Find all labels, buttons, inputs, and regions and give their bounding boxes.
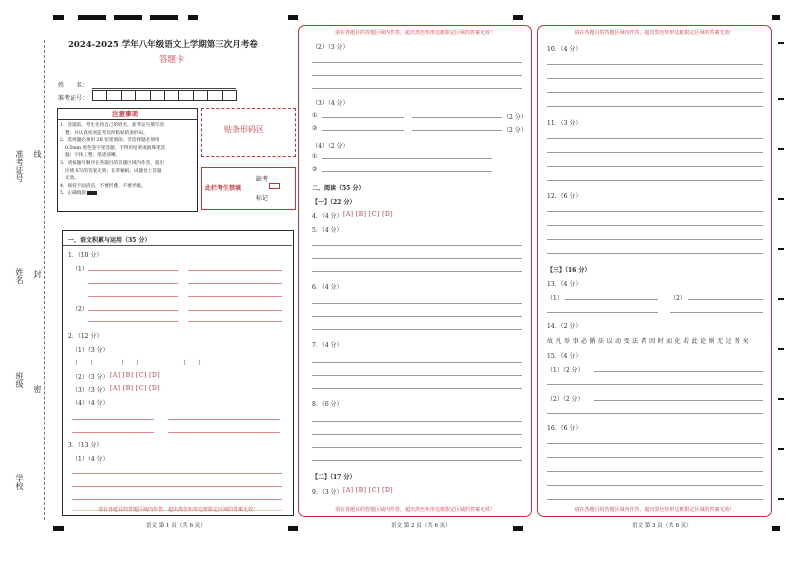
question-label: 12．（6 分） xyxy=(547,193,582,200)
section-heading: 二、阅读（55 分） xyxy=(312,185,365,192)
notice-item: 2．选择题必须用 2B 铅笔填涂；非选择题必须用 xyxy=(60,138,160,144)
question-label: 8．（6 分） xyxy=(312,401,343,408)
question-label: 5．（4 分） xyxy=(312,227,343,234)
notice-list xyxy=(60,122,196,198)
page-footer: 语文 第 3 页（共 6 页） xyxy=(632,523,692,529)
panel-notice: 请在各题目的答题区域内作答，超出黑色矩形边框限定区域的答案无效！ xyxy=(574,30,735,36)
question-label: 16．（6 分） xyxy=(547,425,582,432)
panel-notice: 请在各题目的答题区域内作答，超出黑色矩形边框限定区域的答案无效！ xyxy=(334,30,495,36)
page-title: 2024-2025 学年八年级语文上学期第三次月考卷 xyxy=(68,40,258,50)
question-label: （3）（3 分） xyxy=(72,387,109,394)
binding-line xyxy=(44,40,45,520)
section-heading: 一、语文积累与运用（35 分） xyxy=(68,237,151,244)
name-label: 姓 名： xyxy=(58,82,89,89)
question-label: （1）（4 分） xyxy=(72,456,109,463)
answer-line[interactable] xyxy=(88,321,178,322)
answer-line[interactable] xyxy=(72,499,282,500)
notice-item: 3．请按题号顺序在各题目的答题区域内作答，超出 xyxy=(60,160,164,166)
absent-label: 标记 xyxy=(256,195,269,202)
page-footer: 语文 第 1 页（共 6 页） xyxy=(146,523,206,529)
answer-line[interactable] xyxy=(72,473,282,474)
registration-mark xyxy=(772,526,780,531)
question-label: （2） xyxy=(72,306,88,313)
answer-bracket[interactable]: （ ） xyxy=(72,360,97,367)
answer-line[interactable] xyxy=(188,283,282,284)
binding-line-label: 线 xyxy=(33,150,42,158)
answer-line[interactable] xyxy=(88,296,178,297)
notice-item: 0.5mm 黑色签字笔答题，不得用铅笔或圆珠笔答 xyxy=(65,145,166,151)
answer-line[interactable] xyxy=(188,270,282,271)
registration-mark xyxy=(150,15,178,20)
registration-mark xyxy=(53,526,64,531)
part-heading: 【二】（17 分） xyxy=(312,474,356,481)
answer-line[interactable] xyxy=(168,432,280,433)
notice-item: 5．正确填涂 xyxy=(60,190,196,198)
points-label: （2 分） xyxy=(503,127,527,134)
page-footer: 语文 第 2 页（共 6 页） xyxy=(391,523,451,529)
barcode-label: 贴条形码区 xyxy=(224,125,264,134)
question-label: 3．（13 分） xyxy=(68,442,103,449)
classical-text: 故 凡 举 事 必 循 法 以 动 变 法 者 因 时 而 化 若 此 论 则 无 过 务 矣 xyxy=(547,338,749,345)
registration-mark xyxy=(53,15,64,20)
question-label: 7．（4 分） xyxy=(312,342,343,349)
notice-item: 题；字体工整、笔迹清晰。 xyxy=(65,153,121,159)
question-label: ① xyxy=(312,112,318,119)
exam-id-label: 准考证号： xyxy=(58,95,89,102)
answer-line[interactable] xyxy=(168,419,280,420)
choice-options[interactable]: [A] [B] [C] [D] xyxy=(343,487,394,494)
binding-seal-label: 封 xyxy=(33,270,42,278)
notice-item: 4．保持卡面清洁，不要折叠、不要弄破。 xyxy=(60,183,146,189)
choice-options[interactable]: [A] [B] [C] [D] xyxy=(110,385,161,392)
question-label: （2）（2 分） xyxy=(547,396,584,403)
page-subtitle: 答题卡 xyxy=(159,55,185,65)
answer-line[interactable] xyxy=(188,310,282,311)
answer-bracket[interactable]: （ ） xyxy=(118,360,143,367)
question-label: （2）（3 分） xyxy=(72,374,109,381)
question-label: 9．（3 分） xyxy=(312,489,343,496)
question-label: 14．（2 分） xyxy=(547,323,582,330)
notice-item: 楚，并认真检查监考员所粘贴的条形码。 xyxy=(65,130,148,136)
registration-mark xyxy=(288,526,298,531)
question-label: 10．（4 分） xyxy=(547,46,582,53)
question-label: （3）（4 分） xyxy=(312,100,349,107)
exam-id-boxes[interactable] xyxy=(92,90,237,101)
panel-notice: 请在各题目的答题区域内作答，超出黑色矩形边框限定区域的答案无效！ xyxy=(574,507,735,513)
binding-school: 学校 xyxy=(15,474,24,490)
answer-line[interactable] xyxy=(72,432,154,433)
answer-line[interactable] xyxy=(188,321,282,322)
question-label: （2） xyxy=(670,295,686,302)
registration-mark xyxy=(114,15,142,20)
absent-prompt: 此栏考生禁填 xyxy=(205,185,242,192)
answer-area-notice: 请在各题目的答题区域内作答，超出黑色矩形边框限定区域的答案无效！ xyxy=(97,507,258,513)
panel-notice: 请在各题目的答题区域内作答，超出黑色矩形边框限定区域的答案无效！ xyxy=(334,507,495,513)
registration-mark xyxy=(188,15,198,20)
answer-line[interactable] xyxy=(72,486,282,487)
name-field[interactable] xyxy=(92,88,236,89)
question-label: ② xyxy=(312,166,318,173)
absent-mark-box[interactable] xyxy=(269,183,280,189)
question-label: （2）（3 分） xyxy=(312,44,349,51)
question-label: ① xyxy=(312,153,318,160)
question-label: 4．（4 分） xyxy=(312,213,343,220)
question-label: 1．（10 分） xyxy=(68,252,103,259)
points-label: （2 分） xyxy=(503,114,527,121)
binding-class: 班级 xyxy=(15,372,24,388)
question-label: 13．（4 分） xyxy=(547,281,582,288)
part-heading: 【一】（22 分） xyxy=(312,199,356,206)
notice-item: 1．答题前，考生先将自己的姓名，准考证号填写清 xyxy=(60,123,164,128)
answer-line[interactable] xyxy=(88,310,178,311)
question-label: 2．（12 分） xyxy=(68,333,103,340)
binding-secret-label: 密 xyxy=(33,385,42,393)
notice-item: 无效。 xyxy=(65,176,79,182)
notice-title: 注意事项 xyxy=(112,110,138,118)
answer-line[interactable] xyxy=(88,283,178,284)
question-label: （4）（4 分） xyxy=(72,400,109,407)
binding-name: 姓名 xyxy=(15,268,24,284)
question-label: （4）（2 分） xyxy=(312,143,349,150)
question-label: （1） xyxy=(547,295,563,302)
choice-options[interactable]: [A] [B] [C] [D] xyxy=(110,372,161,379)
question-label: 15．（4 分） xyxy=(547,353,582,360)
question-label: （1） xyxy=(72,266,88,273)
answer-line[interactable] xyxy=(88,270,178,271)
answer-line[interactable] xyxy=(188,296,282,297)
question-label: （1）（2 分） xyxy=(547,367,584,374)
notice-item: 区域书写的答案无效；在草稿纸、试题卷上答题 xyxy=(65,168,162,174)
registration-mark xyxy=(772,15,780,20)
question-label: 11．（3 分） xyxy=(547,120,582,127)
registration-mark xyxy=(78,15,106,20)
answer-bracket[interactable]: （ ） xyxy=(180,360,205,367)
answer-line[interactable] xyxy=(72,419,154,420)
choice-options[interactable]: [A] [B] [C] [D] xyxy=(343,211,394,218)
registration-mark xyxy=(288,15,298,20)
question-label: （1）（3 分） xyxy=(72,347,109,354)
binding-exam-id: 准考证号 xyxy=(15,150,24,182)
registration-mark xyxy=(513,526,523,531)
question-label: 6．（4 分） xyxy=(312,284,343,291)
absent-label: 缺考 xyxy=(256,176,269,183)
part-heading: 【三】（16 分） xyxy=(547,267,591,274)
registration-mark xyxy=(513,15,523,20)
question-label: ② xyxy=(312,125,318,132)
